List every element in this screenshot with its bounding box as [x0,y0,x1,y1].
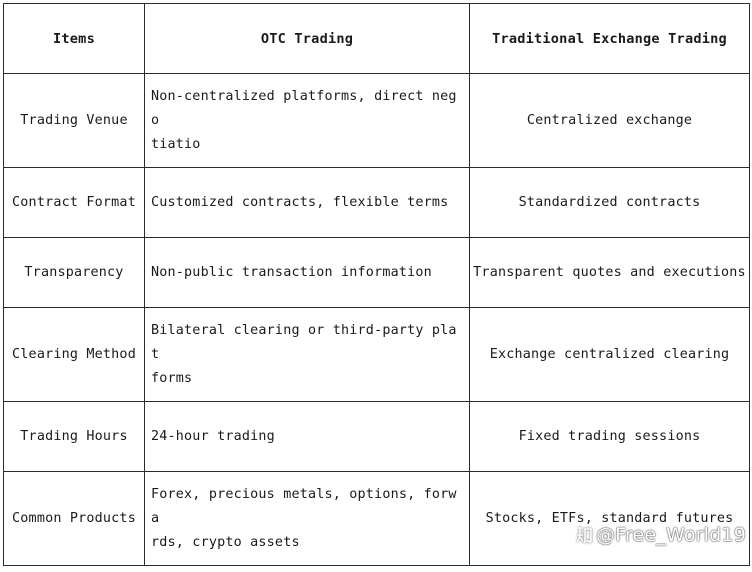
row-item-label: Transparency [4,238,145,308]
header-otc-trading: OTC Trading [145,4,470,74]
table-row [4,168,750,238]
row-otc-cell: Bilateral clearing or third-party plat forms [145,308,470,402]
row-item-label: Common Products [4,472,145,566]
row-exchange-cell: Stocks, ETFs, standard futures [470,472,750,566]
table-row [4,472,750,566]
table-row [4,402,750,472]
watermark-text: @Free_World19 [595,524,746,546]
comparison-table [3,3,750,566]
row-exchange-cell: Exchange centralized clearing [470,308,750,402]
row-item-label: Clearing Method [4,308,145,402]
row-otc-cell: Non-public transaction information [145,238,470,308]
row-otc-cell: Non-centralized platforms, direct nego tiatio [145,74,470,168]
row-otc-cell: Forex, precious metals, options, forwa rds, crypto assets [145,472,470,566]
table-row [4,74,750,168]
row-item-label: Trading Hours [4,402,145,472]
comparison-table-container [3,3,750,566]
table-row [4,308,750,402]
row-exchange-cell: Standardized contracts [470,168,750,238]
table-header-row [4,4,750,74]
header-exchange-trading: Traditional Exchange Trading [470,4,750,74]
row-exchange-cell: Transparent quotes and executions [470,238,750,308]
row-otc-cell: Customized contracts, flexible terms [145,168,470,238]
row-exchange-cell: Centralized exchange [470,74,750,168]
row-otc-cell: 24-hour trading [145,402,470,472]
table-row [4,238,750,308]
header-items: Items [4,4,145,74]
row-exchange-cell: Fixed trading sessions [470,402,750,472]
row-item-label: Trading Venue [4,74,145,168]
row-item-label: Contract Format [4,168,145,238]
